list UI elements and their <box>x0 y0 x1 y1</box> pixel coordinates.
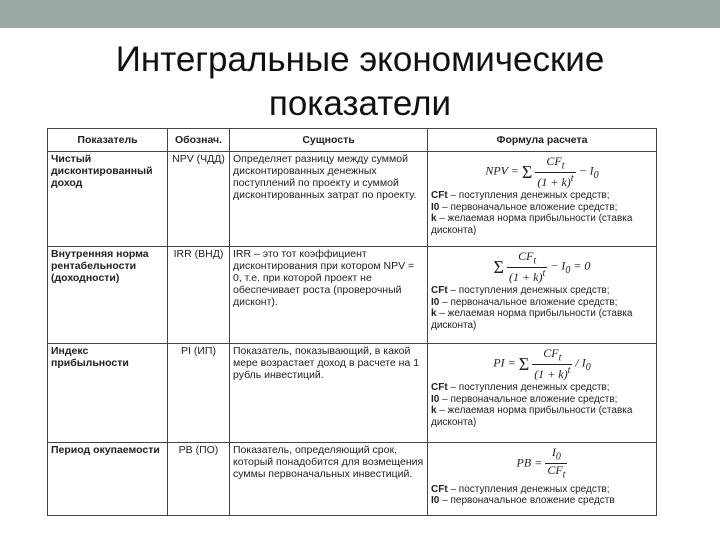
legend-item: CFt – поступления денежных средств; <box>431 190 610 202</box>
legend-item: k – желаемая норма прибыльности (ставка дисконта) <box>431 405 633 428</box>
legend-item: I0 – первоначальное вложение средств <box>431 495 615 507</box>
designation-cell: PB (ПО) <box>168 443 230 516</box>
legend-item: CFt – поступления денежных средств; <box>431 382 610 394</box>
slide-title <box>0 38 720 126</box>
formula-pb: PB = $\frac{I_0}{CF_t}$ <box>516 445 566 481</box>
legend-item: I0 – первоначальное вложение средств; <box>431 393 618 405</box>
essence-cell: Показатель, показывающий, в какой мере возрастает доход в расчете на 1 рубль инвестиций. <box>230 344 428 443</box>
legend-item: k – желаемая норма прибыльности (ставка дисконта) <box>431 308 633 331</box>
indicator-cell: Внутренняя норма рентабельности (доходности) <box>48 247 168 344</box>
top-accent-bar <box>0 0 720 28</box>
indicator-cell: Индекс прибыльности <box>48 344 168 443</box>
legend-item: CFt – поступления денежных средств; <box>431 285 610 297</box>
table-row <box>48 247 657 344</box>
designation-cell: NPV (ЧДД) <box>168 152 230 247</box>
formula-cell <box>428 443 657 516</box>
essence-cell: Показатель, определяющий срок, который понадобится для возмещения суммы первоначальных инвестиций. <box>230 443 428 516</box>
header-essence: Сущность <box>230 129 428 152</box>
formula-legend <box>431 285 653 331</box>
header-designation: Обознач. <box>168 129 230 152</box>
legend-item: CFt – поступления денежных средств; <box>431 483 610 495</box>
indicators-table <box>47 128 657 516</box>
header-indicator: Показатель <box>48 129 168 152</box>
legend-item: I0 – первоначальное вложение средств; <box>431 201 618 213</box>
formula-legend <box>431 484 653 507</box>
formula-cell <box>428 344 657 443</box>
title-line-2: показатели <box>268 84 452 123</box>
indicator-cell: Чистый дисконтированный доход <box>48 152 168 247</box>
designation-cell: PI (ИП) <box>168 344 230 443</box>
formula-pi: PI = Σ $\frac{CF_t}{(1 + k)^t}$ / $I_0$ <box>493 346 591 382</box>
essence-cell: IRR – это тот коэффициент дисконтирования при котором NPV = 0, т.е. при которой проект не обеспечивает роста (проверочный дисконт). <box>230 247 428 344</box>
table-header-row <box>48 129 657 152</box>
table-row <box>48 344 657 443</box>
formula-irr: Σ $\frac{CF_t}{(1 + k)^t}$ − $I_0 = 0$ <box>493 249 591 285</box>
indicator-cell: Период окупаемости <box>48 443 168 516</box>
title-line-1: Интегральные экономические <box>115 40 605 79</box>
legend-item: I0 – первоначальное вложение средств; <box>431 296 618 308</box>
formula-legend <box>431 190 653 236</box>
formula-cell <box>428 152 657 247</box>
formula-npv: NPV = Σ $\frac{CF_t}{(1 + k)^t}$ − $I_0$ <box>485 154 599 190</box>
essence-cell: Определяет разницу между суммой дисконтированных денежных поступлений по проекту и суммой дисконтированных затрат по проекту. <box>230 152 428 247</box>
designation-cell: IRR (ВНД) <box>168 247 230 344</box>
table-row <box>48 152 657 247</box>
legend-item: k – желаемая норма прибыльности (ставка дисконта) <box>431 213 633 236</box>
header-formula: Формула расчета <box>428 129 657 152</box>
table-row <box>48 443 657 516</box>
formula-cell <box>428 247 657 344</box>
formula-legend <box>431 382 653 428</box>
